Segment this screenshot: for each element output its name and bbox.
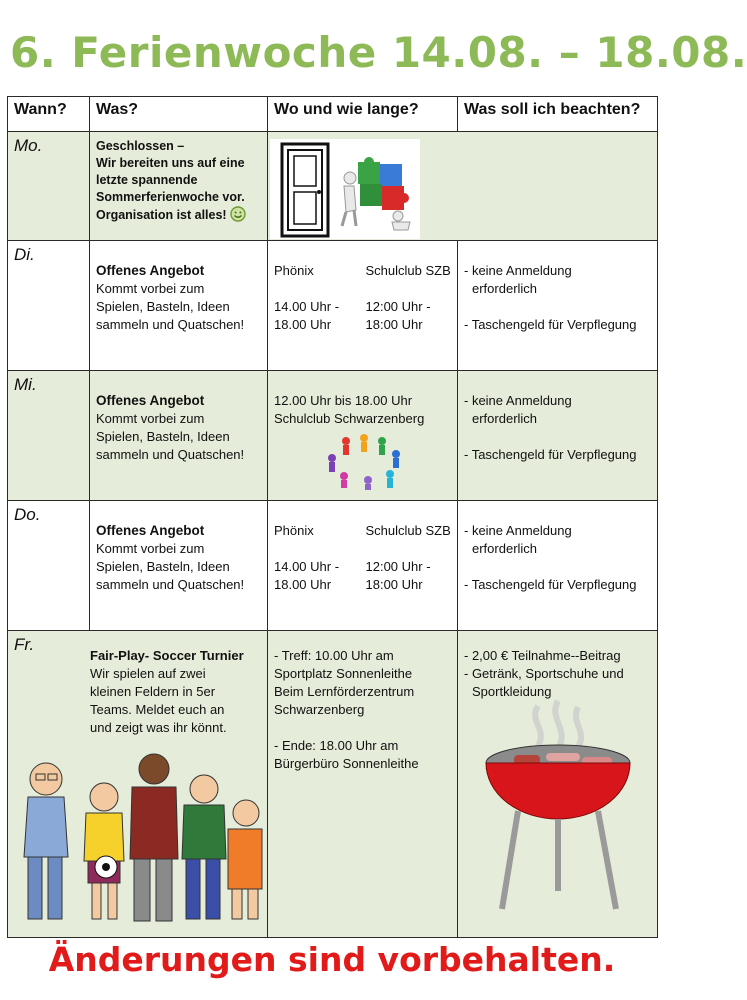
text-line: 12:00 Uhr - (365, 559, 431, 574)
grill-icon (478, 701, 638, 916)
time-2 (366, 558, 458, 594)
text-line: - keine Anmeldung (464, 523, 572, 538)
header-beachten: Was soll ich beachten? (458, 97, 658, 132)
activity-cell (90, 647, 262, 737)
activity-title: Offenes Angebot (96, 393, 205, 408)
day-label: Do. (14, 505, 41, 524)
text-line: - Treff: 10.00 Uhr am (274, 648, 394, 663)
spacer (274, 719, 457, 737)
text-line: Teams. Meldet euch an (90, 702, 225, 717)
header-wo: Wo und wie lange? (268, 97, 458, 132)
text-line: 18:00 Uhr (365, 317, 423, 332)
text-line: 18.00 Uhr (274, 317, 332, 332)
day-label: Di. (14, 245, 35, 264)
text-line: Sportkleidung (472, 684, 552, 699)
spacer (464, 298, 657, 316)
location-2: Schulclub SZB (365, 263, 451, 278)
text-line: und zeigt was ihr könnt. (90, 720, 227, 735)
text-line: Beim Lernförderzentrum (274, 684, 415, 699)
text-line: erforderlich (472, 411, 538, 426)
text-line: Spielen, Basteln, Ideen (96, 559, 230, 574)
text-line: - 2,00 € Teilnahme--Beitrag (464, 648, 621, 663)
soccer-kids-icon (16, 749, 264, 931)
notes-cell (458, 241, 657, 334)
text-line: Wir spielen auf zwei (90, 666, 206, 681)
activity-title: Offenes Angebot (96, 523, 205, 538)
spacer (274, 540, 457, 558)
text-line: sammeln und Quatschen! (96, 317, 245, 332)
text-line: Wir bereiten uns auf eine (96, 156, 245, 170)
location-1: Phönix (274, 523, 314, 538)
text-line: - Taschengeld für Verpflegung (464, 577, 637, 592)
location-names (274, 522, 457, 540)
footer-notice: Änderungen sind vorbehalten. (48, 940, 616, 979)
mo-image-area (268, 132, 657, 241)
text-line: Schwarzenberg (274, 702, 365, 717)
text-line: - keine Anmeldung (464, 393, 572, 408)
text-line: Schulclub Schwarzenberg (274, 411, 425, 426)
text-line: Sportplatz Sonnenleithe (274, 666, 413, 681)
text-line: Kommt vorbei zum (96, 411, 205, 426)
text-line: - Ende: 18.00 Uhr am (274, 738, 399, 753)
text-line: sammeln und Quatschen! (96, 447, 245, 462)
text-line: 18:00 Uhr (365, 577, 423, 592)
header-wann: Wann? (8, 97, 90, 132)
activity-cell (90, 241, 267, 334)
day-label: Fr. (14, 635, 35, 654)
text-line: Bürgerbüro Sonnenleithe (274, 756, 419, 771)
table-row-do (8, 501, 658, 631)
text-line: Sommerferienwoche vor. (96, 190, 245, 204)
location-cell (268, 241, 457, 334)
text-line: Kommt vorbei zum (96, 281, 205, 296)
text-line: Kommt vorbei zum (96, 541, 205, 556)
activity-cell (90, 371, 267, 464)
smiley-icon (230, 206, 246, 222)
text-line-content: Organisation ist alles! (96, 208, 227, 222)
location-2: Schulclub SZB (365, 523, 451, 538)
time-1 (274, 298, 366, 334)
table-row-fr (8, 631, 658, 938)
location-names (274, 262, 457, 280)
page-title: 6. Ferienwoche 14.08. – 18.08. (10, 28, 747, 77)
text-line: erforderlich (472, 541, 538, 556)
notes-cell (458, 371, 657, 464)
people-circle-icon (324, 432, 404, 490)
activity-title: Offenes Angebot (96, 263, 205, 278)
table-row-di (8, 241, 658, 371)
text-line: Spielen, Basteln, Ideen (96, 299, 230, 314)
notes-cell (458, 631, 657, 701)
text-line: letzte spannende (96, 173, 198, 187)
day-label: Mo. (14, 136, 43, 155)
table-row-mo (8, 132, 658, 241)
notes-cell (458, 501, 657, 594)
times (274, 298, 457, 334)
activity-title: Fair-Play- Soccer Turnier (90, 648, 244, 663)
day-label: Mi. (14, 375, 37, 394)
text-line: - keine Anmeldung (464, 263, 572, 278)
fr-left-area (8, 631, 267, 937)
text-line: Spielen, Basteln, Ideen (96, 429, 230, 444)
text-line: 14.00 Uhr - (274, 299, 340, 314)
text-line: Geschlossen – (96, 139, 185, 153)
table-header-row (8, 97, 658, 132)
text-line (96, 206, 267, 224)
location-cell (268, 501, 457, 594)
location-cell (268, 631, 457, 773)
text-line: 18.00 Uhr (274, 577, 332, 592)
text-line: 12.00 Uhr bis 18.00 Uhr (274, 393, 413, 408)
text-line: - Getränk, Sportschuhe und (464, 666, 624, 681)
spacer (464, 428, 657, 446)
header-was: Was? (90, 97, 268, 132)
text-line: erforderlich (472, 281, 538, 296)
time-1 (274, 558, 366, 594)
time-2 (366, 298, 458, 334)
text-line: kleinen Feldern in 5er (90, 684, 216, 699)
spacer (464, 558, 657, 576)
activity-cell (90, 501, 267, 594)
location-1: Phönix (274, 263, 314, 278)
text-line: - Taschengeld für Verpflegung (464, 317, 637, 332)
door-icon (280, 142, 330, 238)
table-row-mi (8, 371, 658, 501)
text-line: 14.00 Uhr - (274, 559, 340, 574)
times (274, 558, 457, 594)
schedule-table (7, 96, 658, 938)
puzzle-people-icon (336, 152, 418, 230)
spacer (274, 280, 457, 298)
text-line: sammeln und Quatschen! (96, 577, 245, 592)
text-line: - Taschengeld für Verpflegung (464, 447, 637, 462)
closed-note (90, 132, 267, 224)
location-cell (268, 371, 457, 490)
text-line: 12:00 Uhr - (365, 299, 431, 314)
